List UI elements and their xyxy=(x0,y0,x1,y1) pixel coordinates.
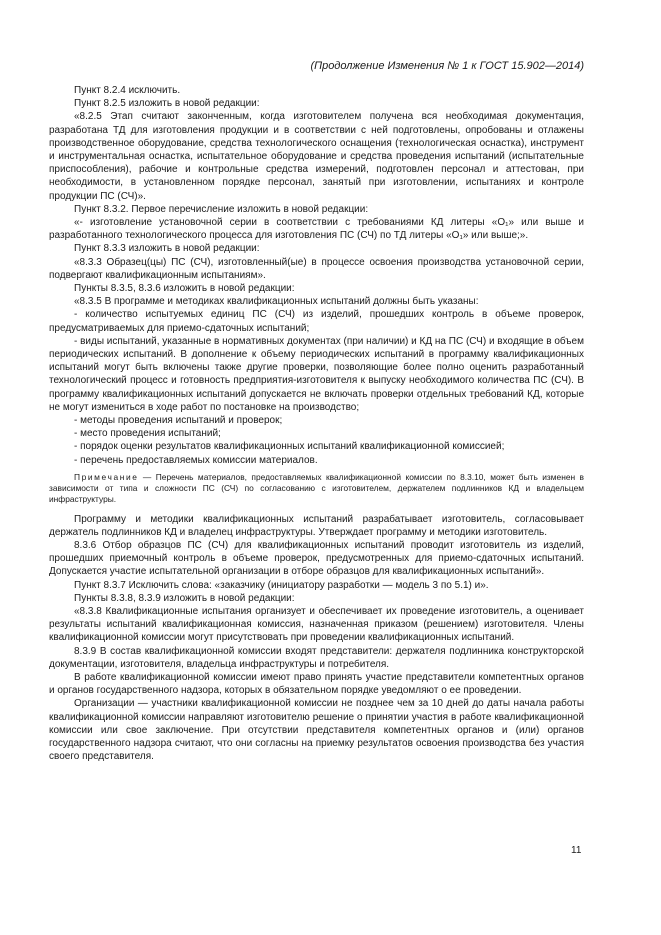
paragraph: 8.3.9 В состав квалификационной комиссии входят представители: держателя подлинника конструкторской документации, изготовителя, владельца инфраструктуры и потребителя. xyxy=(49,645,584,670)
page-header: (Продолжение Изменения № 1 к ГОСТ 15.902—2014) xyxy=(310,60,584,72)
paragraph: «8.3.5 В программе и методиках квалификационных испытаний должны быть указаны: xyxy=(74,296,479,308)
paragraph: - место проведения испытаний; xyxy=(74,428,221,440)
paragraph: «- изготовление установочной серии в соответствии с требованиями КД литеры «О₁» или выше и разработанного технологического процесса для изготовления ПС (СЧ) по ТД литеры «О₁» или выше;». xyxy=(49,217,584,242)
page-number: 11 xyxy=(571,845,582,856)
paragraph: Пункт 8.3.3 изложить в новой редакции: xyxy=(74,243,260,255)
paragraph: В работе квалификационной комиссии имеют право принять участие представители компетентных органов и органов государственного надзора, которых в обязательном порядке уведомляют о ее проведении. xyxy=(49,671,584,697)
paragraph: Пункты 8.3.5, 8.3.6 изложить в новой редакции: xyxy=(74,283,295,295)
paragraph: 8.3.6 Отбор образцов ПС (СЧ) для квалификационных испытаний проводит изготовитель из изделий, прошедших приемочный контроль в объеме проверок, предусмотренных для приемо-сдаточных испытаний. Допускается участие испытательной организации в отборе образцов для квалификационных испытаний». xyxy=(49,539,584,578)
paragraph: Пункт 8.3.7 Исключить слова: «заказчику (инициатору разработки — модель 3 по 5.1) и». xyxy=(74,579,489,591)
note-paragraph xyxy=(49,472,584,506)
note-label: Примечание xyxy=(74,471,139,482)
paragraph: Пункт 8.2.5 изложить в новой редакции: xyxy=(74,98,260,110)
document-body xyxy=(49,84,584,763)
paragraph: - методы проведения испытаний и проверок; xyxy=(74,415,283,427)
paragraph: «8.3.3 Образец(цы) ПС (СЧ), изготовленный(ые) в процессе освоения производства установочной серии, подвергают квалификационным испытаниям». xyxy=(49,256,584,281)
paragraph: - перечень предоставляемых комиссии материалов. xyxy=(74,454,318,466)
paragraph: Организации — участники квалификационной комиссии не позднее чем за 10 дней до даты начала работы квалификационной комиссии направляют изготовителю решение о принятии участия в работе квалификационной комиссии или свое заключение. При отсутствии представителя компетентных органов и (или) органов государственного надзора считают, что они согласны на приемку результатов освоения производства без участия своего представителя. xyxy=(49,698,584,763)
paragraph: Пункт 8.2.4 исключить. xyxy=(74,85,181,96)
paragraph: Пункт 8.3.2. Первое перечисление изложить в новой редакции: xyxy=(74,203,369,215)
paragraph: «8.2.5 Этап считают законченным, когда изготовителем получена вся необходимая документация, разработана ТД для изготовления продукции и в соответствии с ней подготовлены, опробованы и отлажены производственное оборудование, средства технологического оснащения (технологическая оснастка), инструмент и инструментальная оснастка, испытательное оборудование и средства проведения испытаний (испытательные приспособления), рабочие и контрольные средства измерений, подготовлен персонал и аттестован, при необходимости, в установленном порядке персонал, занятый при изготовлении, испытаниях и контроле продукции ПС (СЧ)». xyxy=(49,111,584,202)
paragraph: «8.3.8 Квалификационные испытания организует и обеспечивает их проведение изготовитель, а оценивает результаты испытаний квалификационная комиссия, назначенная приказом (решением) изготовителя. Члены квалификационной комиссии могут присутствовать при проведении квалификационных испытаний. xyxy=(49,605,584,644)
paragraph: - виды испытаний, указанные в нормативных документах (при наличии) и КД на ПС (СЧ) и входящие в объем периодических испытаний. В дополнение к объему периодических испытаний в программу квалификационных испытаний могут быть включены также другие проверки, позволяющие более полно оценить разработанный технологический процесс и готовность предприятия-изготовителя к выпуску необходимого количества ПС (СЧ). В программу квалификационных испытаний допускается не включать проверки отдельных требований КД, которые не могут измениться в ходе работ по постановке на производство; xyxy=(49,335,584,413)
paragraph: Программу и методики квалификационных испытаний разрабатывает изготовитель, согласовывает держатель подлинников КД и владелец инфраструктуры. Утверждает программу и методики изготовитель. xyxy=(49,513,584,538)
note-text: — Перечень материалов, предоставляемых квалификационной комиссии по 8.3.10, может быть изменен в зависимости от типа и сложности ПС (СЧ) по согласованию с изготовителем, держателем подлинников КД и владельцем инфраструктуры. xyxy=(49,471,584,505)
paragraph: - порядок оценки результатов квалификационных испытаний квалификационной комиссией; xyxy=(74,441,505,453)
paragraph: Пункты 8.3.8, 8.3.9 изложить в новой редакции: xyxy=(74,592,295,604)
paragraph: - количество испытуемых единиц ПС (СЧ) из изделий, прошедших контроль в объеме проверок, предусматриваемых для приемо-сдаточных испытаний; xyxy=(49,309,584,334)
